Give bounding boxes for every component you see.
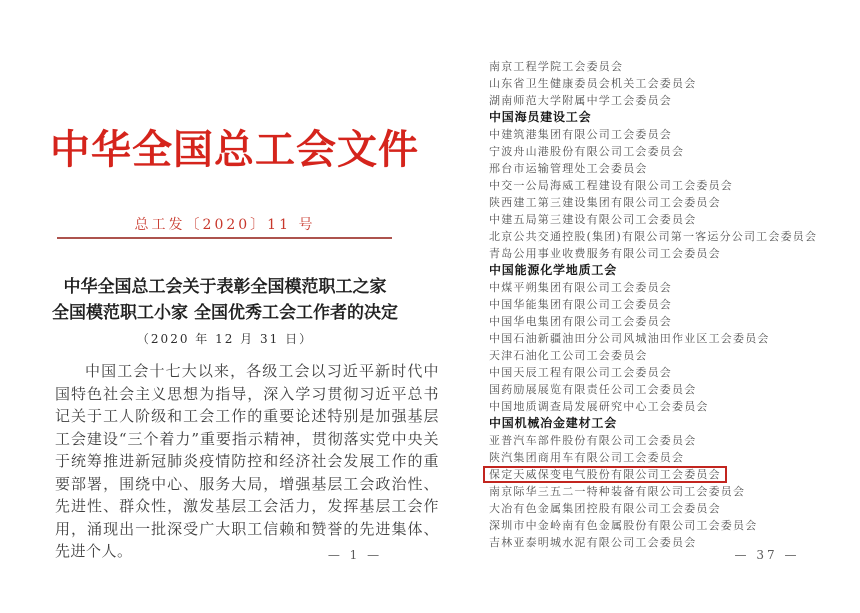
document-date: （2020 年 12 月 31 日） (136, 332, 314, 346)
list-item: 湖南师范大学附属中学工会委员会 (489, 94, 672, 107)
list-item: 中国天辰工程有限公司工会委员会 (489, 366, 672, 379)
red-divider (57, 237, 392, 239)
document-title (35, 274, 415, 326)
list-item: 天津石油化工公司工会委员会 (489, 349, 648, 362)
body-paragraph: 中国工会十七大以来，各级工会以习近平新时代中国特色社会主义思想为指导，深入学习贯彻习近平总书记关于工人阶级和工会工作的重要论述特别是加强基层工会建设“三个着力”重要指示精神，贯彻落实党中央关于统筹推进新冠肺炎疫情防控和经济社会发展工作的重要部署，围绕中心、服务大局，增强基层工会政治性、先进性、群众性，激发基层工会活力，发挥基层工会作用，涌现出一批深受广大职工信赖和赞誉的先进集体、先进个人。 (55, 362, 439, 560)
letterhead-title: 中华全国总工会文件 (50, 126, 419, 173)
list-item: 北京公共交通控股(集团)有限公司第一客运分公司工会委员会 (489, 230, 818, 243)
list-item: 中建五局第三建设有限公司工会委员会 (489, 213, 697, 226)
list-item: 亚普汽车部件股份有限公司工会委员会 (489, 434, 697, 447)
list-item: 宁波舟山港股份有限公司工会委员会 (489, 145, 685, 158)
list-item: 中国地质调查局发展研究中心工会委员会 (489, 400, 709, 413)
list-item (489, 466, 854, 483)
list-item: 中国华电集团有限公司工会委员会 (489, 315, 672, 328)
list-item: 大冶有色金属集团控股有限公司工会委员会 (489, 502, 721, 515)
list-item: 中交一公局海威工程建设有限公司工会委员会 (489, 179, 733, 192)
list-item: 陕汽集团商用车有限公司工会委员会 (489, 451, 685, 464)
highlight-box: 保定天威保变电气股份有限公司工会委员会 (483, 466, 727, 483)
document-number: 总工发〔2020〕11 号 (134, 217, 316, 233)
list-item: 深圳市中金岭南有色金属股份有限公司工会委员会 (489, 519, 758, 532)
list-item: 中煤平朔集团有限公司工会委员会 (489, 281, 672, 294)
list-item: 青岛公用事业收费服务有限公司工会委员会 (489, 247, 721, 260)
list-item: 陕西建工第三建设集团有限公司工会委员会 (489, 196, 721, 209)
page-number-left: — 1 — (327, 548, 383, 562)
page-number-right: — 37 — (734, 548, 800, 562)
section-header: 中国海员建设工会 (489, 110, 592, 124)
document-title-line2: 全国模范职工小家 全国优秀工会工作者的决定 (52, 303, 398, 323)
list-item: 中国华能集团有限公司工会委员会 (489, 298, 672, 311)
list-item: 邢台市运输管理处工会委员会 (489, 162, 648, 175)
list-item: 中国石油新疆油田分公司风城油田作业区工会委员会 (489, 332, 770, 345)
list-item: 中建筑港集团有限公司工会委员会 (489, 128, 672, 141)
list-item: 山东省卫生健康委员会机关工会委员会 (489, 77, 697, 90)
list-item: 吉林亚泰明城水泥有限公司工会委员会 (489, 536, 697, 549)
list-item: 南京工程学院工会委员会 (489, 60, 624, 73)
section-header: 中国能源化学地质工会 (489, 263, 618, 277)
list-item: 国药励展展览有限责任公司工会委员会 (489, 383, 697, 396)
list-item: 南京际华三五二一特种装备有限公司工会委员会 (489, 485, 746, 498)
document-title-line1: 中华全国总工会关于表彰全国模范职工之家 (63, 277, 387, 297)
section-header: 中国机械冶金建材工会 (489, 416, 618, 430)
union-list (489, 58, 854, 551)
